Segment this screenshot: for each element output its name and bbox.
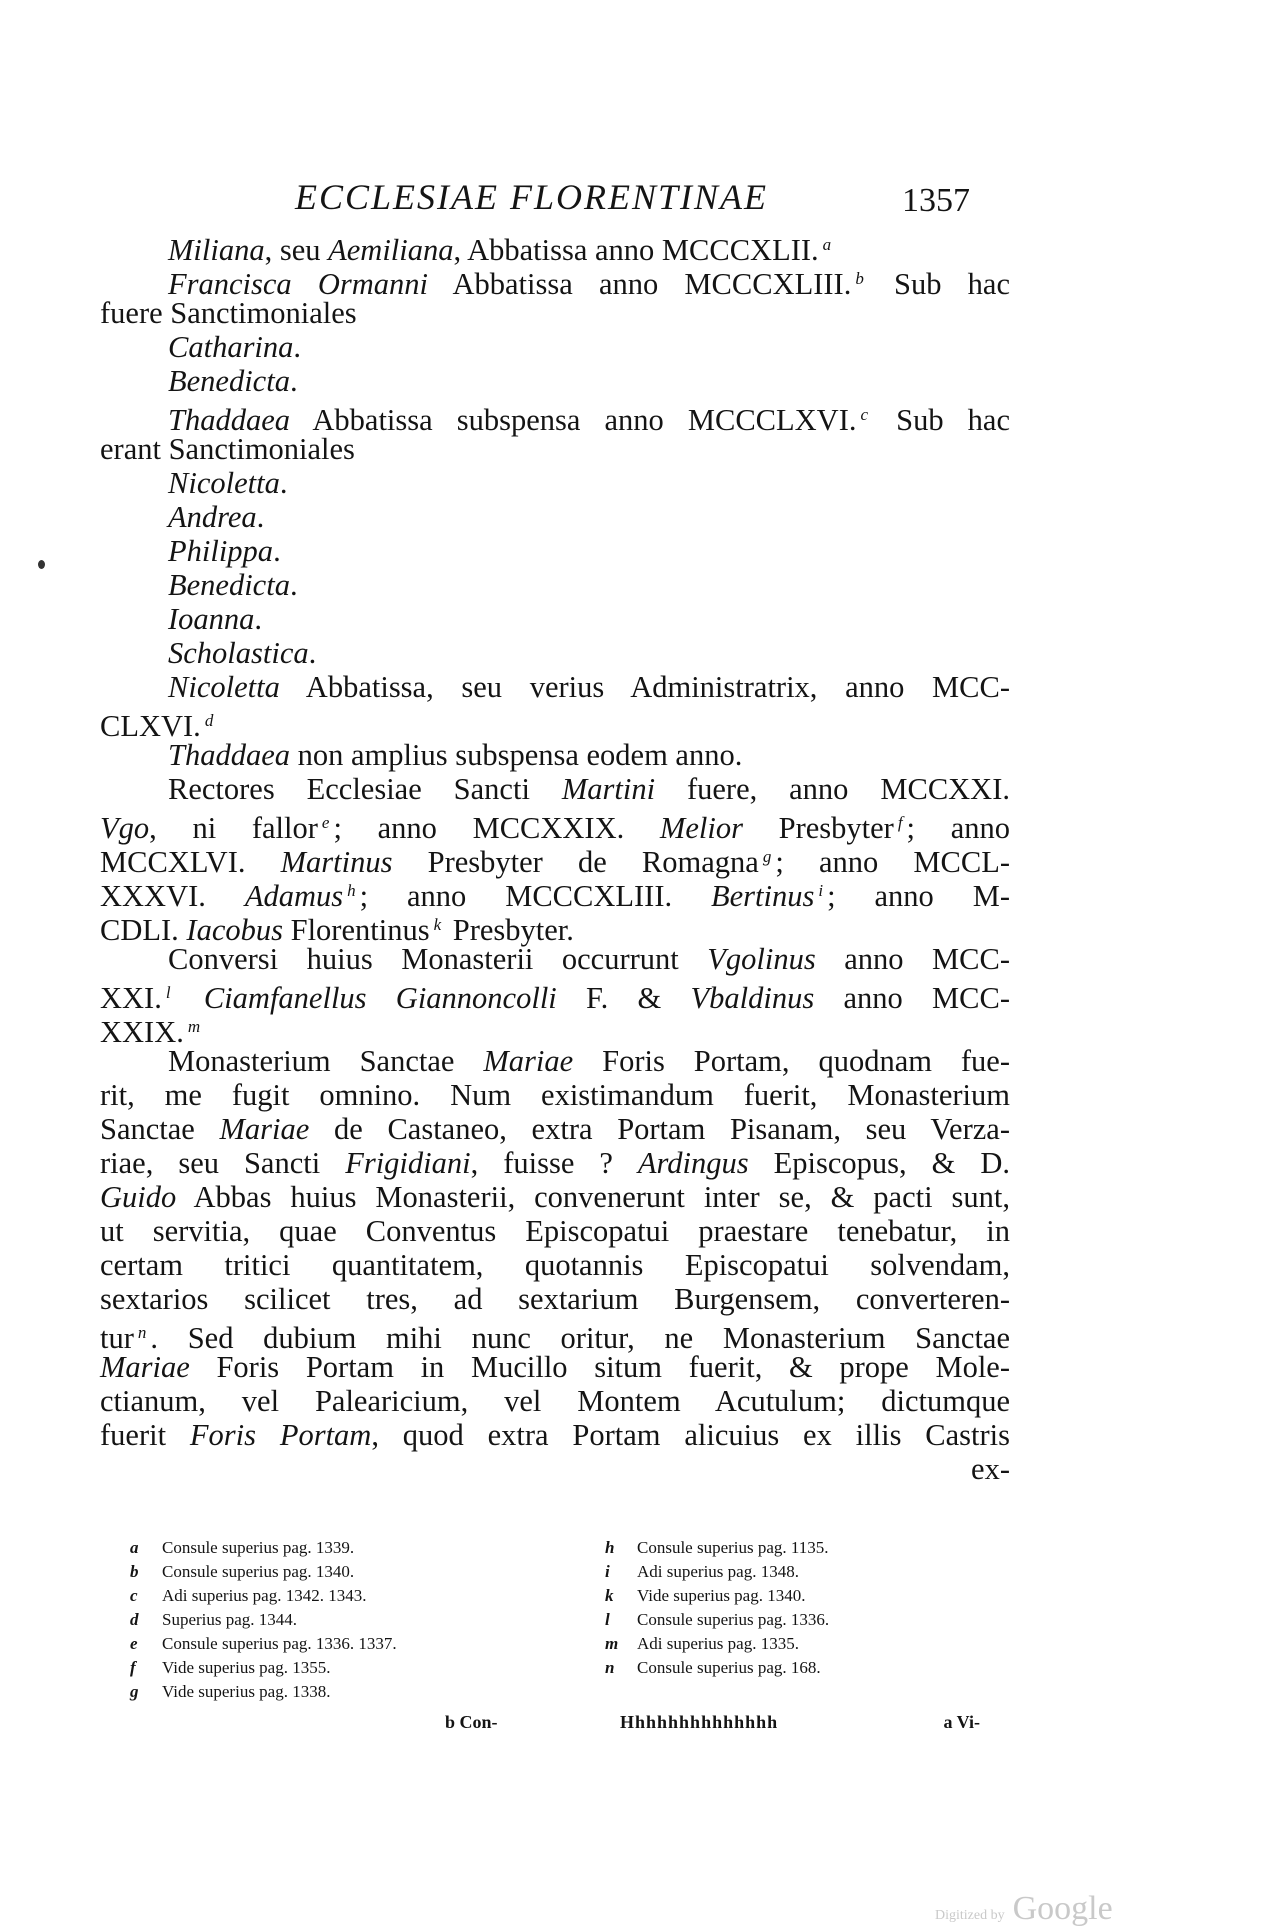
ink-speck — [38, 560, 45, 569]
watermark-brand: Google — [1012, 1890, 1113, 1927]
footnote-text: Consule superius pag. 168. — [637, 1658, 821, 1677]
catchword: ex- — [971, 1452, 1010, 1486]
footnote-marker: n — [137, 1323, 147, 1342]
text-run: , quod extra Portam alicuius ex illis Castris — [371, 1418, 1011, 1452]
italic-text: Catharina — [168, 330, 294, 364]
text-run: . — [256, 500, 265, 534]
text-run: certam tritici quantitatem, quotannis Episcopatui solvendam, — [100, 1248, 1010, 1282]
text-line — [100, 1214, 1010, 1248]
footnote-letter: d — [130, 1610, 139, 1629]
text-line — [100, 364, 1010, 398]
text-run: , Abbatissa anno MCCCXLII. — [453, 233, 819, 267]
text-run: Rectores Ecclesiae Sancti — [168, 772, 562, 806]
footnote — [130, 1560, 550, 1584]
text-run: , fuisse ? — [470, 1146, 638, 1180]
text-run: CDLI. — [100, 913, 187, 947]
footnote-letter: l — [605, 1610, 610, 1629]
text-run: ut servitia, quae Conventus Episcopatui praestare tenebatur, in — [100, 1214, 1010, 1248]
footnote-text: Consule superius pag. 1336. 1337. — [162, 1634, 397, 1653]
italic-text: Miliana — [168, 233, 265, 267]
text-line — [100, 568, 1010, 602]
text-line — [100, 806, 1010, 845]
italic-text: Philippa — [168, 534, 274, 568]
footnote-letter: b — [130, 1562, 139, 1581]
text-run: ; anno MCCCXLIII. — [359, 879, 712, 913]
italic-text: Thaddaea — [168, 403, 290, 437]
footnote-letter: n — [605, 1658, 615, 1677]
text-line — [100, 636, 1010, 670]
text-line — [100, 228, 1010, 267]
footnote-marker: e — [321, 813, 330, 832]
text-run: . — [293, 330, 302, 364]
footnote-text: Superius pag. 1344. — [162, 1610, 298, 1629]
text-line — [100, 1044, 1010, 1078]
text-line — [100, 1180, 1010, 1214]
text-line — [100, 1316, 1010, 1355]
watermark-prefix: Digitized by — [935, 1908, 1005, 1923]
text-run: sextarios scilicet tres, ad sextarium Burgensem, converteren- — [100, 1282, 1010, 1316]
footnote-text: Consule superius pag. 1340. — [162, 1562, 355, 1581]
footnote — [130, 1632, 550, 1656]
footnote-text: Vide superius pag. 1355. — [162, 1658, 331, 1677]
footnote — [605, 1608, 1025, 1632]
footnotes-right-column — [605, 1536, 1025, 1680]
italic-text: Mariae — [219, 1112, 310, 1146]
footnote-letter: m — [605, 1634, 619, 1653]
text-run: Abbas huius Monasterii, convenerunt inter se, & pacti sunt, — [176, 1180, 1010, 1214]
text-line — [100, 296, 1010, 330]
text-run: Florentinus — [283, 913, 430, 947]
footnote-marker: h — [347, 881, 356, 900]
text-run: anno MCC- — [815, 942, 1011, 976]
italic-text: Ioanna — [168, 602, 255, 636]
text-run: ctianum, vel Palearicium, vel Montem Acutulum; dictumque — [100, 1384, 1010, 1418]
italic-text: Martinus — [280, 845, 393, 879]
italic-text: Francisca Ormanni — [168, 267, 428, 301]
text-run: . — [254, 602, 263, 636]
italic-text: Martini — [561, 772, 656, 806]
footnote — [130, 1584, 550, 1608]
text-line — [100, 534, 1010, 568]
text-line — [100, 704, 1010, 743]
text-run: ; anno MCCXXIX. — [333, 811, 660, 845]
text-run: . — [279, 466, 288, 500]
text-line — [100, 1282, 1010, 1316]
printer-signature: Hhhhhhhhhhhhhh — [620, 1712, 779, 1732]
catchword-left: b Con- — [445, 1712, 498, 1732]
text-line — [100, 1418, 1010, 1452]
footnote-text: Consule superius pag. 1135. — [637, 1538, 829, 1557]
footnote-text: Consule superius pag. 1339. — [162, 1538, 355, 1557]
text-line — [100, 466, 1010, 500]
footnote-letter: c — [130, 1586, 138, 1605]
italic-text: Ardingus — [637, 1146, 749, 1180]
text-run: de Castaneo, extra Portam Pisanam, seu Verza- — [309, 1112, 1010, 1146]
text-run: Foris Portam, quodnam fue- — [573, 1044, 1010, 1078]
footnote-letter: i — [605, 1562, 610, 1581]
footnote-text: Vide superius pag. 1338. — [162, 1682, 331, 1701]
text-line — [100, 738, 1010, 772]
text-line — [100, 1010, 1010, 1049]
watermark — [935, 1890, 1113, 1928]
text-run: ; anno MCCL- — [775, 845, 1010, 879]
footnote — [130, 1536, 550, 1560]
text-run: erant Sanctimoniales — [100, 432, 355, 466]
page-header — [100, 168, 970, 228]
footnote — [130, 1608, 550, 1632]
text-run: XXI. — [100, 981, 162, 1015]
text-run: fuere, anno MCCXXI. — [655, 772, 1010, 806]
footnote — [605, 1560, 1025, 1584]
text-run: MCCXLVI. — [100, 845, 281, 879]
footnote-marker: b — [855, 269, 864, 288]
text-line — [100, 1146, 1010, 1180]
italic-text: Vbaldinus — [690, 981, 815, 1015]
italic-text: Frigidiani — [345, 1146, 471, 1180]
text-run: anno MCC- — [814, 981, 1011, 1015]
text-line — [100, 772, 1010, 806]
italic-text: Guido — [100, 1180, 177, 1214]
text-run: CLXVI. — [100, 709, 201, 743]
italic-text: Vgolinus — [707, 942, 816, 976]
text-line — [100, 976, 1011, 1015]
text-run: . — [308, 636, 317, 670]
italic-text: Andrea — [168, 500, 257, 534]
footnote — [130, 1656, 550, 1680]
text-line — [100, 262, 1010, 301]
footnote-letter: e — [130, 1634, 138, 1653]
italic-text: Benedicta — [168, 568, 290, 602]
footnote-letter: a — [130, 1538, 139, 1557]
footnote — [605, 1656, 1025, 1680]
italic-text: Nicoletta — [168, 670, 280, 704]
footnote-letter: h — [605, 1538, 615, 1557]
italic-text: Thaddaea — [168, 738, 290, 772]
text-run: F. & — [556, 981, 691, 1015]
footnote-marker: c — [860, 405, 869, 424]
text-run: Sub hac — [872, 403, 1010, 437]
text-run: Abbatissa, seu verius Administratrix, anno MCC- — [279, 670, 1010, 704]
text-line — [100, 602, 1010, 636]
text-line — [100, 1350, 1010, 1384]
text-run: ; anno — [906, 811, 1010, 845]
text-run: Conversi huius Monasterii occurrunt — [168, 942, 708, 976]
italic-text: Scholastica — [168, 636, 309, 670]
text-run: non amplius subspensa eodem anno. — [290, 738, 743, 772]
text-run: fuerit — [100, 1418, 190, 1452]
running-title: ECCLESIAE FLORENTINAE — [295, 177, 768, 217]
italic-text: Ciamfanellus Giannoncolli — [203, 981, 557, 1015]
text-run: , seu — [264, 233, 329, 267]
text-run: Sanctae — [100, 1112, 220, 1146]
text-run: . — [289, 364, 298, 398]
text-line — [100, 670, 1010, 704]
footnote — [605, 1584, 1025, 1608]
text-run: Presbyter. — [445, 913, 574, 947]
text-line — [100, 1112, 1010, 1146]
footnote — [605, 1536, 1025, 1560]
footnote-text: Adi superius pag. 1335. — [637, 1634, 799, 1653]
footnote-marker: g — [762, 847, 772, 866]
text-line — [100, 840, 1010, 879]
text-line — [100, 1384, 1010, 1418]
text-line — [100, 942, 1010, 976]
text-run: Abbatissa anno MCCCXLIII. — [428, 267, 852, 301]
footnote-text: Adi superius pag. 1342. 1343. — [162, 1586, 367, 1605]
footnote-letter: k — [605, 1586, 614, 1605]
text-run: Presbyter de Romagna — [392, 845, 759, 879]
text-run: . — [273, 534, 281, 568]
signature-line — [100, 1712, 980, 1742]
text-run: , ni fallor — [149, 811, 318, 845]
text-run: Abbatissa subspensa anno MCCCLXVI. — [290, 403, 857, 437]
text-run: XXXVI. — [100, 879, 245, 913]
italic-text: Nicoletta — [168, 466, 280, 500]
italic-text: Iacobus — [186, 913, 283, 947]
text-run: Foris Portam in Mucillo situm fuerit, & prope Mole- — [189, 1350, 1010, 1384]
text-line — [100, 1078, 1010, 1112]
text-run: rit, me fugit omnino. Num existimandum fuerit, Monasterium — [100, 1078, 1010, 1112]
italic-text: Bertinus — [711, 879, 815, 913]
footnote-marker: a — [822, 235, 832, 254]
text-run: Episcopus, & D. — [748, 1146, 1010, 1180]
footnotes-left-column — [130, 1536, 550, 1704]
footnote-marker: m — [187, 1017, 201, 1036]
text-run: Presbyter — [742, 811, 894, 845]
footnote-letter: g — [130, 1682, 139, 1701]
text-line — [100, 874, 1010, 913]
footnote-marker: d — [204, 711, 214, 730]
italic-text: Mariae — [100, 1350, 190, 1384]
text-line — [100, 908, 1010, 947]
text-run: . Sed dubium mihi nunc oritur, ne Monasterium Sanctae — [150, 1321, 1010, 1355]
catchword-right: a Vi- — [943, 1712, 980, 1732]
text-line — [100, 500, 1010, 534]
text-run: XXIX. — [100, 1015, 184, 1049]
italic-text: Aemiliana — [328, 233, 454, 267]
footnote-text: Consule superius pag. 1336. — [637, 1610, 830, 1629]
footnote-text: Vide superius pag. 1340. — [637, 1586, 806, 1605]
text-line — [100, 398, 1010, 437]
text-line — [100, 330, 1010, 364]
italic-text: Foris Portam — [189, 1418, 372, 1452]
footnote — [605, 1632, 1025, 1656]
text-run: tur — [100, 1321, 134, 1355]
italic-text: Adamus — [244, 879, 344, 913]
footnote-text: Adi superius pag. 1348. — [637, 1562, 799, 1581]
italic-text: Mariae — [483, 1044, 574, 1078]
italic-text: Vgo — [100, 811, 150, 845]
page-number: 1357 — [902, 182, 970, 219]
footnote-marker: l — [165, 983, 171, 1002]
footnote-letter: f — [130, 1658, 136, 1677]
text-run: Monasterium Sanctae — [168, 1044, 484, 1078]
footnote-marker: f — [897, 813, 903, 832]
text-line — [100, 432, 1010, 466]
text-run: ; anno M- — [827, 879, 1010, 913]
italic-text: Melior — [659, 811, 743, 845]
text-line — [100, 1248, 1010, 1282]
text-run: fuere Sanctimoniales — [100, 296, 357, 330]
italic-text: Benedicta — [168, 364, 290, 398]
text-run: . — [289, 568, 298, 602]
footnote — [130, 1680, 550, 1704]
text-run: Sub hac — [867, 267, 1010, 301]
text-run: riae, seu Sancti — [100, 1146, 346, 1180]
footnote-marker: k — [433, 915, 442, 934]
body-text — [100, 228, 1010, 1486]
footnote-marker: i — [818, 881, 824, 900]
